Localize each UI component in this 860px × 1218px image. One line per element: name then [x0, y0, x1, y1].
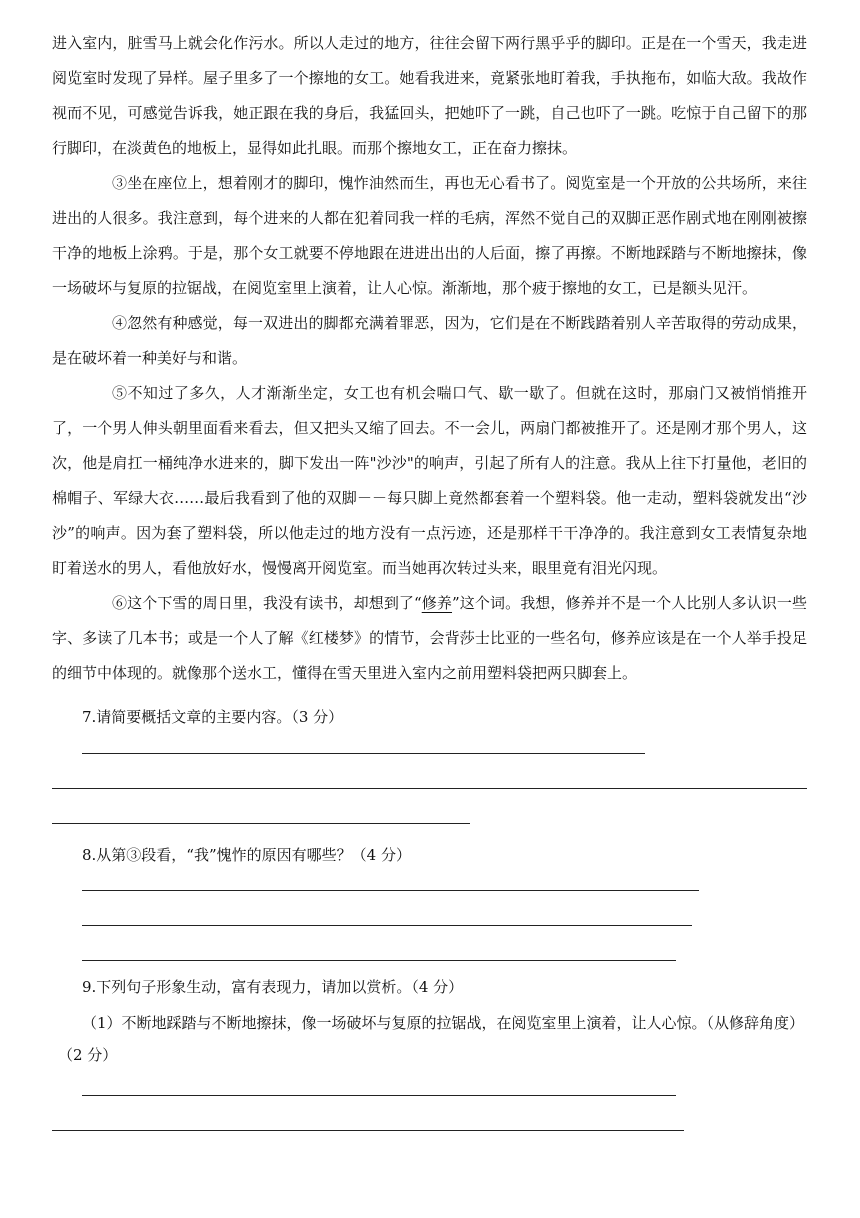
question-8: 8.从第③段看，“我”愧怍的原因有哪些？（4 分）: [82, 846, 411, 864]
passage-paragraph-continued: 进入室内，脏雪马上就会化作污水。所以人走过的地方，往往会留下两行黑乎乎的脚印。正是在一个雪天，我走进阅览室时发现了异样。屋子里多了一个擦地的女工。她看我进来，竟紧张地盯着我，手执拖布，如临大敌。我故作视而不见，可感觉告诉我，她正跟在我的身后，我猛回头，把她吓了一跳，自己也吓了一跳。吃惊于自己留下的那行脚印，在淡黄色的地板上，显得如此扎眼。而那个擦地女工，正在奋力擦抹。: [52, 34, 807, 157]
question-9: 9.下列句子形象生动，富有表现力，请加以赏析。（4 分）: [82, 978, 464, 996]
underlined-term: 修养: [421, 594, 453, 612]
answer-line-q9-2[interactable]: [52, 1130, 684, 1131]
passage-paragraph-4: ④忽然有种感觉，每一双进出的脚都充满着罪恶，因为，它们是在不断践踏着别人辛苦取得的劳动成果，是在破坏着一种美好与和谐。: [52, 314, 807, 367]
paragraph-6-rest: ”这个词。我想，修养并不是一个人比别人多认识一些字、多读了几本书；或是一个人了解《红楼梦》的情节，会背莎士比亚的一些名句，修养应该是在一个人举手投足的细节中体现的。就像那个送水工，懂得在雪天里进入室内之前用塑料袋把两只脚套上。: [52, 594, 808, 682]
passage-paragraph-3: ③坐在座位上，想着刚才的脚印，愧怍油然而生，再也无心看书了。阅览室是一个开放的公共场所，来往进出的人很多。我注意到，每个进来的人都在犯着同我一样的毛病，浑然不觉自己的双脚正恶作剧式地在刚刚被擦干净的地板上涂鸦。于是，那个女工就要不停地跟在进进出出的人后面，擦了再擦。不断地踩踏与不断地擦抹，像一场破坏与复原的拉锯战，在阅览室里上演着，让人心惊。渐渐地，那个疲于擦地的女工，已是额头见汗。: [52, 174, 807, 297]
passage-paragraph-5: ⑤不知过了多久，人才渐渐坐定，女工也有机会喘口气、歇一歇了。但就在这时，那扇门又被悄悄推开了，一个男人伸头朝里面看来看去，但又把头又缩了回去。不一会儿，两扇门都被推开了。还是刚才那个男人，这次，他是肩扛一桶纯净水进来的，脚下发出一阵"沙沙"的响声，引起了所有人的注意。我从上往下打量他，老旧的棉帽子、军绿大衣……最后我看到了他的双脚－－每只脚上竟然都套着一个塑料袋。他一走动，塑料袋就发出“沙沙”的响声。因为套了塑料袋，所以他走过的地方没有一点污迹，还是那样干干净净的。我注意到女工表情复杂地盯着送水的男人，看他放好水，慢慢离开阅览室。而当她再次转过头来，眼里竟有泪光闪现。: [52, 384, 807, 577]
answer-line-q8-3[interactable]: [82, 960, 676, 961]
reading-passage: [52, 26, 807, 691]
question-9-sub-1: （1）不断地踩踏与不断地擦抹，像一场破坏与复原的拉锯战，在阅览室里上演着，让人心惊。（从修辞角度）: [82, 1014, 805, 1032]
paragraph-6-lead: ⑥这个下雪的周日里，我没有读书，却想到了“: [112, 594, 422, 612]
answer-line-q8-1[interactable]: [82, 890, 699, 891]
answer-line-q8-2[interactable]: [82, 925, 692, 926]
answer-line-q7-2[interactable]: [52, 788, 807, 789]
answer-line-q9-1[interactable]: [82, 1095, 676, 1096]
question-9-sub-1-score: （2 分）: [58, 1046, 118, 1064]
question-7: 7.请简要概括文章的主要内容。（3 分）: [82, 708, 344, 726]
passage-paragraph-6: [52, 586, 807, 691]
answer-line-q7-3[interactable]: [52, 823, 470, 824]
answer-line-q7-1[interactable]: [82, 753, 645, 754]
